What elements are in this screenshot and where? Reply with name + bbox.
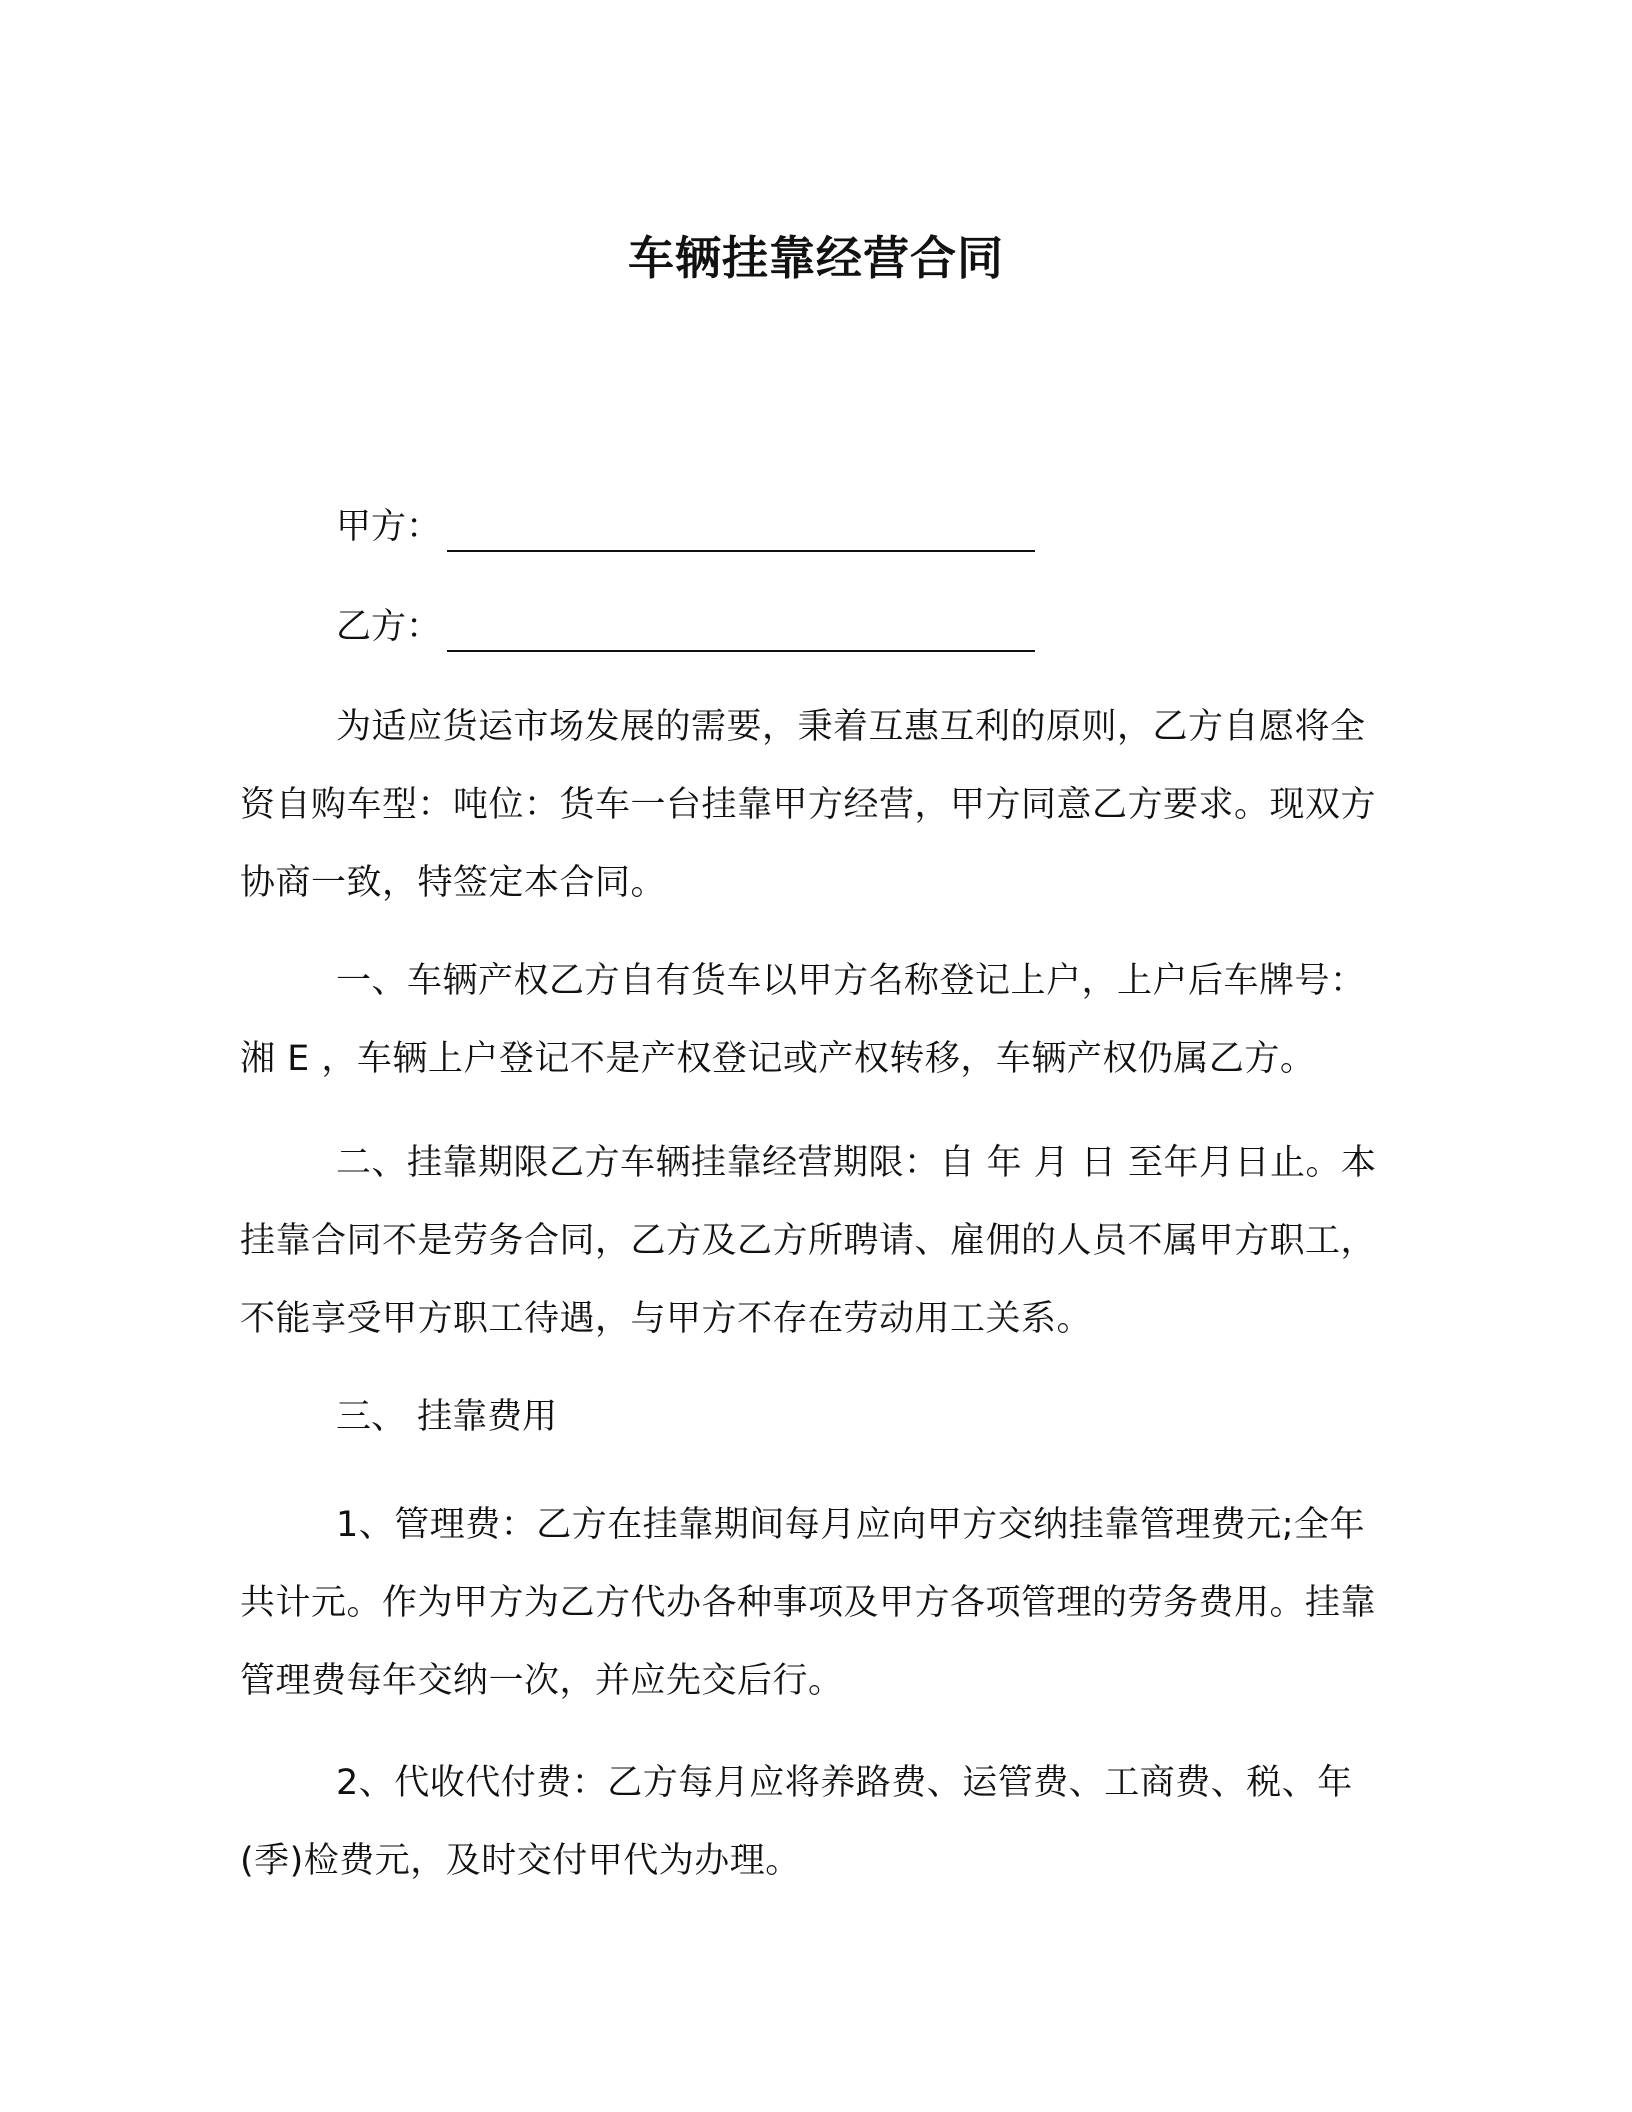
party-b-label: 乙方： <box>336 607 442 647</box>
party-b-line <box>336 602 1035 652</box>
party-a-blank <box>447 510 1035 552</box>
clause-3-heading: 三、 挂靠费用 <box>336 1397 558 1437</box>
clause-2-paragraph: 二、挂靠期限乙方车辆挂靠经营期限：自 年 月 日 至年月日止。本挂靠合同不是劳务合同，乙方及乙方所聘请、雇佣的人员不属甲方职工，不能享受甲方职工待遇，与甲方不存在劳动用工关系。 <box>240 1143 1377 1339</box>
party-a-line <box>336 502 1035 552</box>
document-title: 车辆挂靠经营合同 <box>628 231 1004 285</box>
party-b-blank <box>447 610 1035 652</box>
clause-3-2-paragraph: 2、代收代付费：乙方每月应将养路费、运管费、工商费、税、年(季)检费元，及时交付甲代为办理。 <box>240 1763 1353 1881</box>
clause-3-1-paragraph: 1、管理费：乙方在挂靠期间每月应向甲方交纳挂靠管理费元;全年共计元。作为甲方为乙方代办各种事项及甲方各项管理的劳务费用。挂靠管理费每年交纳一次，并应先交后行。 <box>240 1505 1377 1701</box>
clause-1-paragraph: 一、车辆产权乙方自有货车以甲方名称登记上户，上户后车牌号：湘 E ，车辆上户登记不是产权登记或产权转移，车辆产权仍属乙方。 <box>240 961 1366 1079</box>
party-a-label: 甲方： <box>336 507 442 547</box>
intro-paragraph: 为适应货运市场发展的需要，秉着互惠互利的原则，乙方自愿将全资自购车型：吨位：货车一台挂靠甲方经营，甲方同意乙方要求。现双方协商一致，特签定本合同。 <box>240 707 1377 903</box>
